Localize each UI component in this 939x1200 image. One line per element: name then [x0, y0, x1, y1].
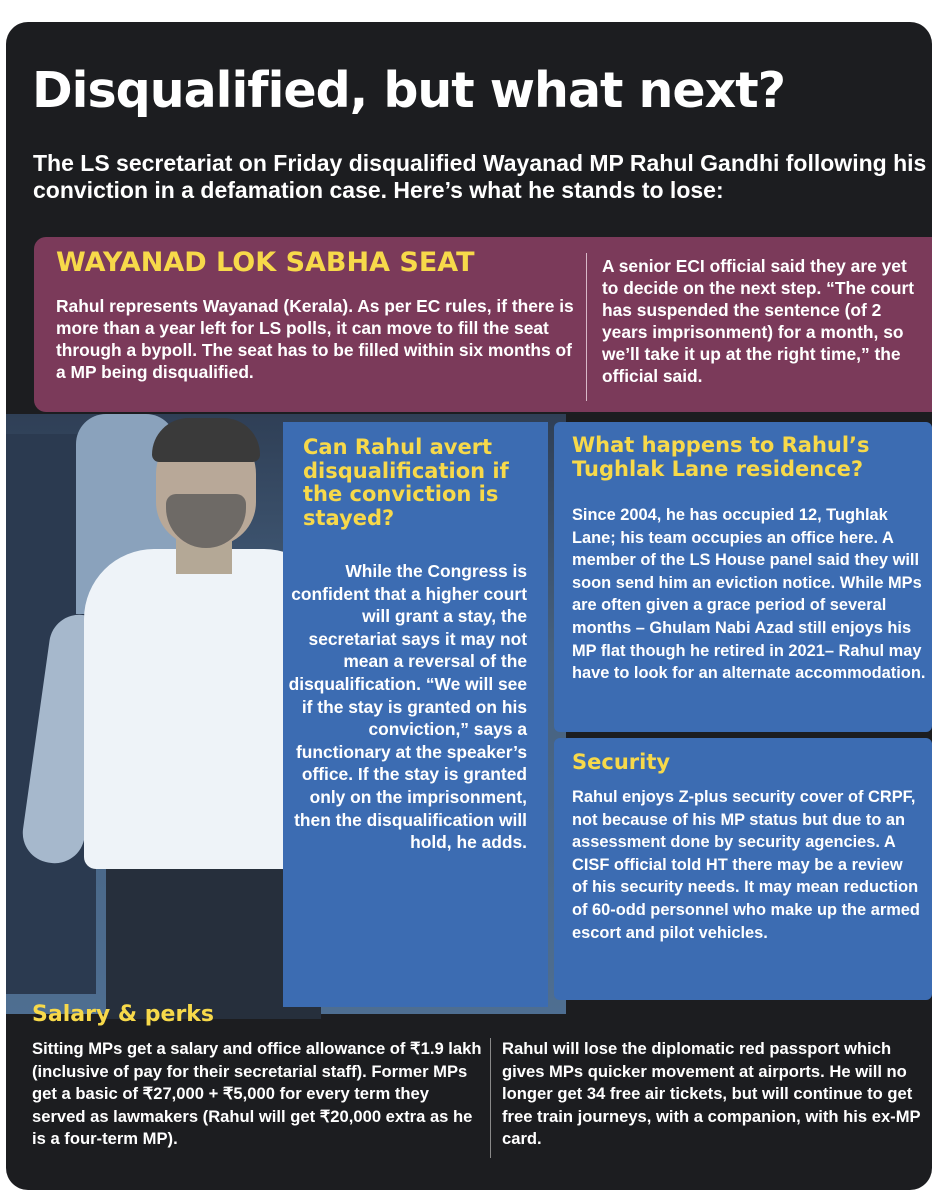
security-body: Rahul enjoys Z-plus security cover of CRPF, not because of his MP status but due to an assessment done by security agencies. A CISF official told HT there may be a review of his security needs. It may mean reduction of 60-odd personnel who make up the armed escort and pilot vehicles. [572, 788, 920, 942]
avert-body: While the Congress is confident that a higher court will grant a stay, the secretariat says it may not mean a reversal of the disqualification. “We will see if the stay is granted on his conviction,” says a functionary at the speaker’s office. If the stay is granted only on the imprisonment, then the disqualification will hold, he adds. [288, 561, 527, 853]
salary-left-text: Sitting MPs get a salary and office allowance of ₹1.9 lakh (inclusive of pay for their secretarial staff). Former MPs get a basic of ₹27,000 + ₹5,000 for every term they served as lawmakers (Rahul will get ₹20,000 extra as he is a four-term MP). [32, 1039, 482, 1149]
wayanad-panel [34, 237, 932, 412]
wayanad-heading: WAYANAD LOK SABHA SEAT [56, 247, 475, 278]
residence-heading: What happens to Rahul’s Tughlak Lane residence? [572, 433, 870, 481]
residence-panel [554, 422, 932, 732]
avert-panel [283, 422, 548, 1007]
wayanad-quote: A senior ECI official said they are yet to decide on the next step. “The court has suspended the sentence (of 2 years imprisonment) for a month, so we’ll take it up at the right time,” the official said. [602, 256, 915, 386]
salary-heading: Salary & perks [32, 1002, 215, 1027]
security-heading: Security [572, 750, 671, 774]
hair [152, 418, 260, 462]
wayanad-body: Rahul represents Wayanad (Kerala). As per EC rules, if there is more than a year left for LS polls, it can move to fill the seat through a bypoll. The seat has to be filled within six months of a MP being disqualified. [56, 296, 574, 382]
infographic-card [6, 22, 932, 1190]
security-panel [554, 738, 932, 1000]
salary-right-text: Rahul will lose the diplomatic red passport which gives MPs quicker movement at airports. He will no longer get 34 free air tickets, but will continue to get free train journeys, with a companion, with his ex-MP card. [502, 1039, 921, 1149]
intro-text: The LS secretariat on Friday disqualified Wayanad MP Rahul Gandhi following his conviction in a defamation case. Here’s what he stands to lose: [33, 150, 927, 203]
headline: Disqualified, but what next? [32, 62, 786, 119]
avert-heading: Can Rahul avert disqualification if the conviction is stayed? [303, 435, 509, 530]
residence-body: Since 2004, he has occupied 12, Tughlak Lane; his team occupies an office here. A member of the LS House panel said they will soon send him an eviction notice. While MPs are often given a grace period of several months – Ghulam Nabi Azad still enjoys his MP flat though he retired in 2021– Rahul may have to look for an alternate accommodation. [572, 506, 926, 683]
salary-divider [490, 1038, 491, 1158]
wayanad-divider [586, 253, 587, 401]
